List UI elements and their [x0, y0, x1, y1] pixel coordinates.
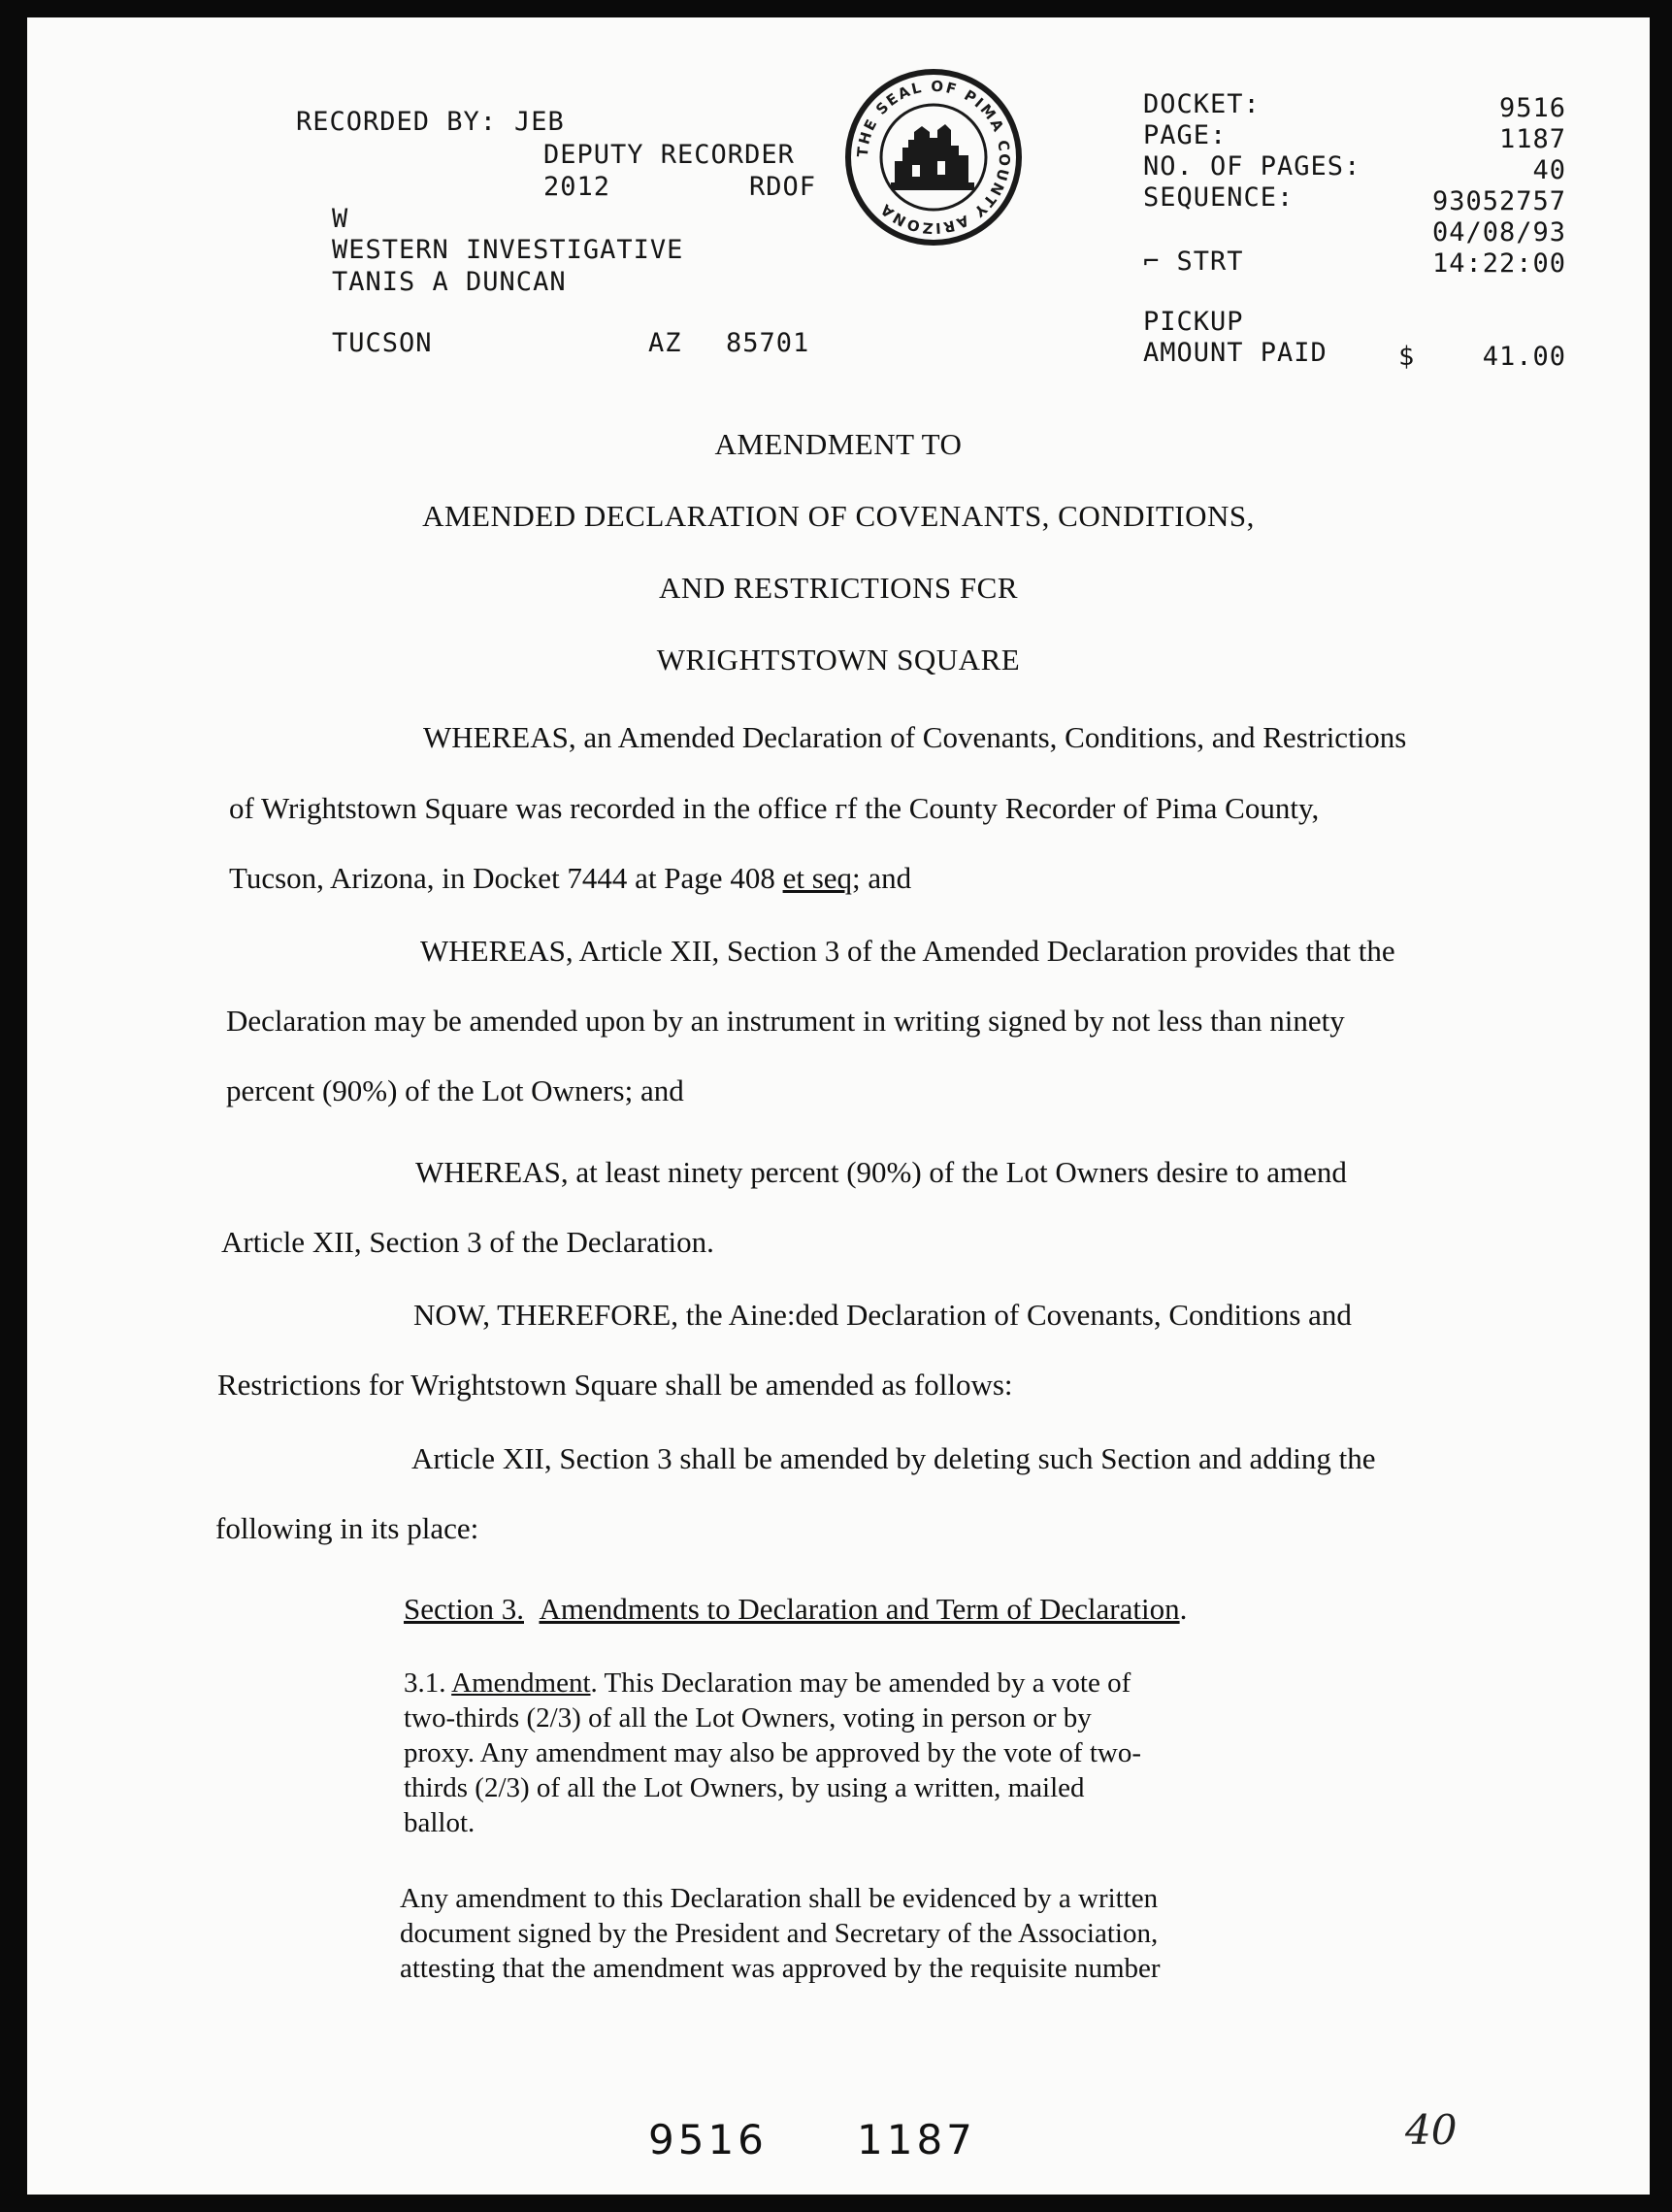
mail-to-w: W: [332, 204, 349, 234]
footer-docket: 9516: [648, 2116, 768, 2163]
currency-sign: $: [1398, 342, 1416, 372]
seal-ring-text: THE SEAL OF PIMA COUNTY ARIZONA: [853, 77, 1014, 238]
mail-to-zip: 85701: [726, 328, 810, 358]
document-page: [27, 12, 1650, 2200]
page-value: 1187: [1498, 124, 1566, 154]
deputy-recorder: DEPUTY RECORDER: [543, 140, 795, 170]
recorded-by-label: RECORDED BY:: [296, 107, 498, 137]
docket-value: 9516: [1498, 93, 1566, 123]
section-3-period: .: [1179, 1592, 1188, 1626]
section-3-number: Section 3.: [404, 1592, 524, 1626]
whereas-3-line-1: WHEREAS, at least ninety percent (90%) of the Lot Owners desire to amend: [415, 1155, 1347, 1189]
whereas-2-line-2: Declaration may be amended upon by an instrument in writing signed by not less than ninety: [226, 1004, 1345, 1038]
amendment-evidence-line-2: document signed by the President and Secretary of the Association,: [400, 1918, 1159, 1949]
mail-to-state: AZ: [648, 328, 682, 358]
s31-line-3: proxy. Any amendment may also be approved by the vote of two-: [404, 1737, 1141, 1768]
title-line-3: AND RESTRICTIONS FCR: [659, 571, 1018, 605]
amendment-evidence-line-1: Any amendment to this Declaration shall be evidenced by a written: [400, 1883, 1159, 1914]
s31-heading: Amendment: [451, 1667, 591, 1699]
s31-line-1-text: . This Declaration may be amended by a vote of: [590, 1667, 1131, 1699]
et-seq: et seq: [782, 861, 853, 895]
whereas-1-line-1: WHEREAS, an Amended Declaration of Covenants, Conditions, and Restrictions: [423, 720, 1407, 754]
mail-to-company: WESTERN INVESTIGATIVE: [332, 235, 684, 265]
whereas-1-line-3: [229, 861, 911, 896]
recorder-code: RDOF: [749, 172, 817, 202]
sequence-value: 93052757: [1431, 186, 1566, 216]
handwritten-page-number: 40: [1405, 2106, 1458, 2154]
section-3-heading: [404, 1592, 1187, 1627]
recorded-time: 14:22:00: [1431, 248, 1566, 279]
whereas-2-line-1: WHEREAS, Article XII, Section 3 of the Amended Declaration provides that the: [420, 934, 1395, 968]
article-xii-line-1: Article XII, Section 3 shall be amended by deleting such Section and adding the: [411, 1441, 1376, 1475]
title-line-1: AMENDMENT TO: [714, 427, 963, 461]
sequence-label: SEQUENCE:: [1143, 182, 1295, 213]
s31-line-2: two-thirds (2/3) of all the Lot Owners, voting in person or by: [404, 1702, 1092, 1733]
pickup-label: PICKUP: [1143, 307, 1244, 337]
article-xii-line-2: following in its place:: [215, 1511, 479, 1545]
amount-paid-label: AMOUNT PAID: [1143, 338, 1328, 368]
s31-line-5: ballot.: [404, 1807, 475, 1838]
pima-county-seal: [844, 68, 1023, 247]
footer-page: 1187: [857, 2116, 976, 2163]
pages-label: NO. OF PAGES:: [1143, 151, 1361, 182]
amount-paid-value: 41.00: [1482, 342, 1566, 372]
page-label: PAGE:: [1143, 120, 1228, 150]
title-line-2: AMENDED DECLARATION OF COVENANTS, CONDITIONS,: [422, 499, 1255, 533]
strt-label: ⌐ STRT: [1143, 247, 1244, 277]
docket-label: DOCKET:: [1143, 89, 1261, 119]
scan-edge-bottom: [27, 2195, 1650, 2200]
pages-value: 40: [1532, 155, 1566, 185]
scan-border-left: [0, 0, 27, 2212]
whereas-1-line-3-text: Tucson, Arizona, in Docket 7444 at Page 408: [229, 861, 783, 895]
recorded-by-value: JEB: [514, 107, 565, 137]
whereas-3-line-2: Article XII, Section 3 of the Declaration.: [221, 1225, 714, 1259]
whereas-2-line-3: percent (90%) of the Lot Owners; and: [226, 1073, 684, 1107]
now-therefore-line-2: Restrictions for Wrightstown Square shall be amended as follows:: [217, 1368, 1013, 1402]
s31-line-1: [404, 1667, 1131, 1700]
mail-to-city: TUCSON: [332, 328, 433, 358]
scan-edge-top: [27, 12, 1650, 17]
s31-number: 3.1.: [404, 1667, 452, 1699]
whereas-1-line-2: of Wrightstown Square was recorded in the office гf the County Recorder of Pima County,: [229, 791, 1320, 825]
title-line-4: WRIGHTSTOWN SQUARE: [656, 643, 1021, 677]
now-therefore-line-1: NOW, THEREFORE, the Aine:ded Declaration of Covenants, Conditions and: [413, 1298, 1352, 1332]
recorder-code-number: 2012: [543, 172, 611, 202]
amendment-evidence-line-3: attesting that the amendment was approved by the requisite number: [400, 1953, 1161, 1984]
recorded-date: 04/08/93: [1431, 217, 1566, 248]
mail-to-person: TANIS A DUNCAN: [332, 267, 567, 297]
s31-line-4: thirds (2/3) of all the Lot Owners, by using a written, mailed: [404, 1772, 1085, 1803]
section-3-title: Amendments to Declaration and Term of Declaration: [539, 1592, 1180, 1626]
whereas-1-line-3-end: ; and: [852, 861, 912, 895]
